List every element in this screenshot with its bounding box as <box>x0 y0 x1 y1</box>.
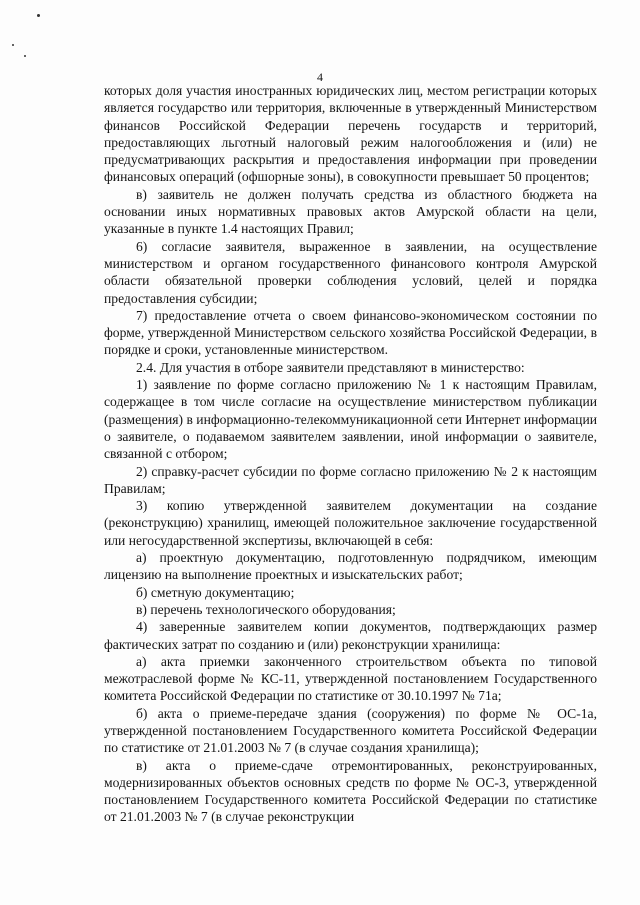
scan-speck <box>24 55 26 57</box>
paragraph-doc-3b-estimate: б) сметную документацию; <box>136 584 295 600</box>
paragraph-doc-3-documentation: 3) копию утвержденной заявителем документации на создание (реконструкцию) хранилищ, имеющей положительное заключение государственной или негосударственной экспертизы, включающей в себя: <box>104 498 597 548</box>
paragraph-item-6-consent: 6) согласие заявителя, выраженное в заявлении, на осуществление министерством и органом государственного финансового контроля Амурской области обязательной проверки соблюдения условий, целей и порядка предоставления субсидии; <box>104 238 597 306</box>
paragraph-offshore-continuation: которых доля участия иностранных юридических лиц, местом регистрации которых является государство или территория, включенные в утвержденный Министерством финансов Российской Федерации перечень государств и территорий, предоставляющих льготный налоговый режим налогообложения и (или) не предусматривающих раскрытия и предоставления информации при проведении финансовых операций (офшорные зоны), в совокупности превышает 50 процентов; <box>104 83 597 185</box>
paragraph-item-v-budget: в) заявитель не должен получать средства из областного бюджета на основании иных нормативных правовых актов Амурской области на цели, указанные в пункте 1.4 настоящих Правил; <box>104 186 597 237</box>
paragraph-doc-4v-os3: в) акта о приеме-сдаче отремонтированных, реконструированных, модернизированных объектов основных средств по форме № ОС-3, утвержденной постановлением Государственного комитета Российской Федерации по статистике от 21.01.2003 № 7 (в случае реконструкции <box>104 757 597 825</box>
paragraph-doc-4-copies: 4) заверенные заявителем копии документов, подтверждающих размер фактических затрат по созданию и (или) реконструкции хранилища: <box>104 619 597 652</box>
paragraph-doc-3a-project: а) проектную документацию, подготовленную подрядчиком, имеющим лицензию на выполнение проектных и изыскательских работ; <box>104 550 597 583</box>
scan-speck <box>12 44 14 46</box>
paragraph-section-2-4: 2.4. Для участия в отборе заявители представляют в министерство: <box>136 359 525 375</box>
paragraph-doc-1-application: 1) заявление по форме согласно приложению № 1 к настоящим Правилам, содержащее в том числе согласие на осуществление министерством публикации (размещения) в информационно-телекоммуникационной сети Интернет информации о заявителе, о подаваемом заявителем заявлении, иной информации о заявителе, связанной с отбором; <box>104 377 597 462</box>
paragraph-item-7-report: 7) предоставление отчета о своем финансово-экономическом состоянии по форме, утвержденной Министерством сельского хозяйства Российской Федерации, в порядке и сроки, установленные министерством. <box>104 307 597 358</box>
paragraph-doc-4a-ks11: а) акта приемки законченного строительством объекта по типовой межотраслевой форме № КС-11, утвержденной постановлением Государственного комитета Российской Федерации по статистике от 30.10.1997 № 71а; <box>104 653 597 704</box>
paragraph-doc-4b-os1a: б) акта о приеме-передаче здания (сооружения) по форме № ОС-1а, утвержденной постановлением Государственного комитета Российской Федерации по статистике от 21.01.2003 № 7 (в случае создания хранилища); <box>104 705 597 756</box>
page-number: 4 <box>317 70 323 84</box>
scan-speck <box>37 14 40 17</box>
paragraph-doc-2-calculation: 2) справку-расчет субсидии по форме согласно приложению № 2 к настоящим Правилам; <box>104 463 597 496</box>
document-body <box>104 82 597 826</box>
paragraph-doc-3v-equipment: в) перечень технологического оборудования; <box>136 601 396 617</box>
